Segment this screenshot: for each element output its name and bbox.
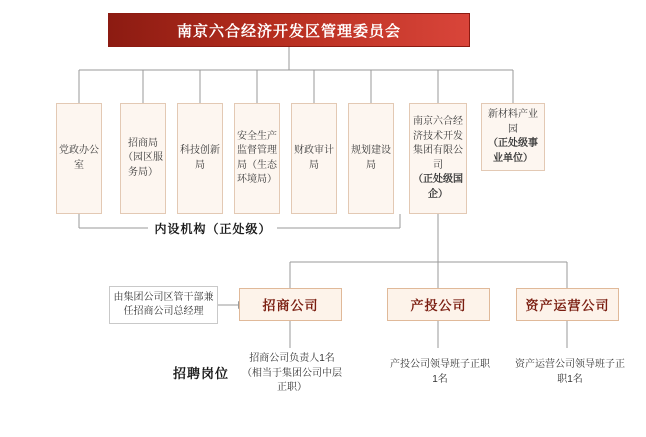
- org-title-box: [108, 13, 470, 47]
- dept-planning-construction[interactable]: [348, 103, 394, 214]
- investment-company-label: 招商公司: [262, 298, 319, 313]
- concurrent-post-note: [109, 286, 218, 324]
- dept-planning-construction-label: 规划建设局: [351, 145, 391, 171]
- group-company-line2: （正处级国企）: [413, 174, 463, 200]
- dept-finance-audit[interactable]: [291, 103, 337, 214]
- industry-investment-company-caption: 产投公司领导班子正职1名: [390, 359, 490, 385]
- dept-science-tech[interactable]: [177, 103, 223, 214]
- asset-operation-company-label: 资产运营公司: [525, 298, 610, 313]
- dept-safety-supervision-label: 安全生产监督管理局（生态环境局）: [237, 130, 277, 185]
- group-company-line1: 南京六合经济技术开发集团有限公司: [413, 116, 463, 171]
- dept-investment-bureau[interactable]: [120, 103, 166, 214]
- new-material-park-box[interactable]: [481, 103, 545, 171]
- investment-company-caption: 招商公司负责人1名（相当于集团公司中层正职）: [242, 353, 342, 393]
- new-material-park-line1: 新材料产业园: [488, 109, 538, 135]
- industry-investment-company-box[interactable]: [387, 288, 490, 321]
- dept-investment-bureau-label: 招商局（园区服务局）: [123, 137, 163, 178]
- dept-finance-audit-label: 财政审计局: [294, 145, 334, 171]
- org-title-text: 南京六合经济开发区管理委员会: [176, 22, 401, 40]
- group-company-box[interactable]: [409, 103, 467, 214]
- new-material-park-line2: （正处级事业单位）: [488, 138, 538, 164]
- concurrent-post-note-text: 由集团公司区管干部兼任招商公司总经理: [113, 291, 214, 317]
- dept-party-office[interactable]: [56, 103, 102, 214]
- investment-company-box[interactable]: [239, 288, 342, 321]
- recruitment-positions-label: 招聘岗位: [173, 366, 230, 381]
- dept-science-tech-label: 科技创新局: [180, 145, 220, 171]
- asset-operation-company-box[interactable]: [516, 288, 619, 321]
- dept-safety-supervision[interactable]: [234, 103, 280, 214]
- asset-operation-company-caption: 资产运营公司领导班子正职1名: [515, 359, 625, 385]
- dept-party-office-label: 党政办公室: [59, 145, 99, 171]
- internal-institutions-label: 内设机构（正处级）: [154, 222, 272, 236]
- industry-investment-company-label: 产投公司: [410, 298, 467, 313]
